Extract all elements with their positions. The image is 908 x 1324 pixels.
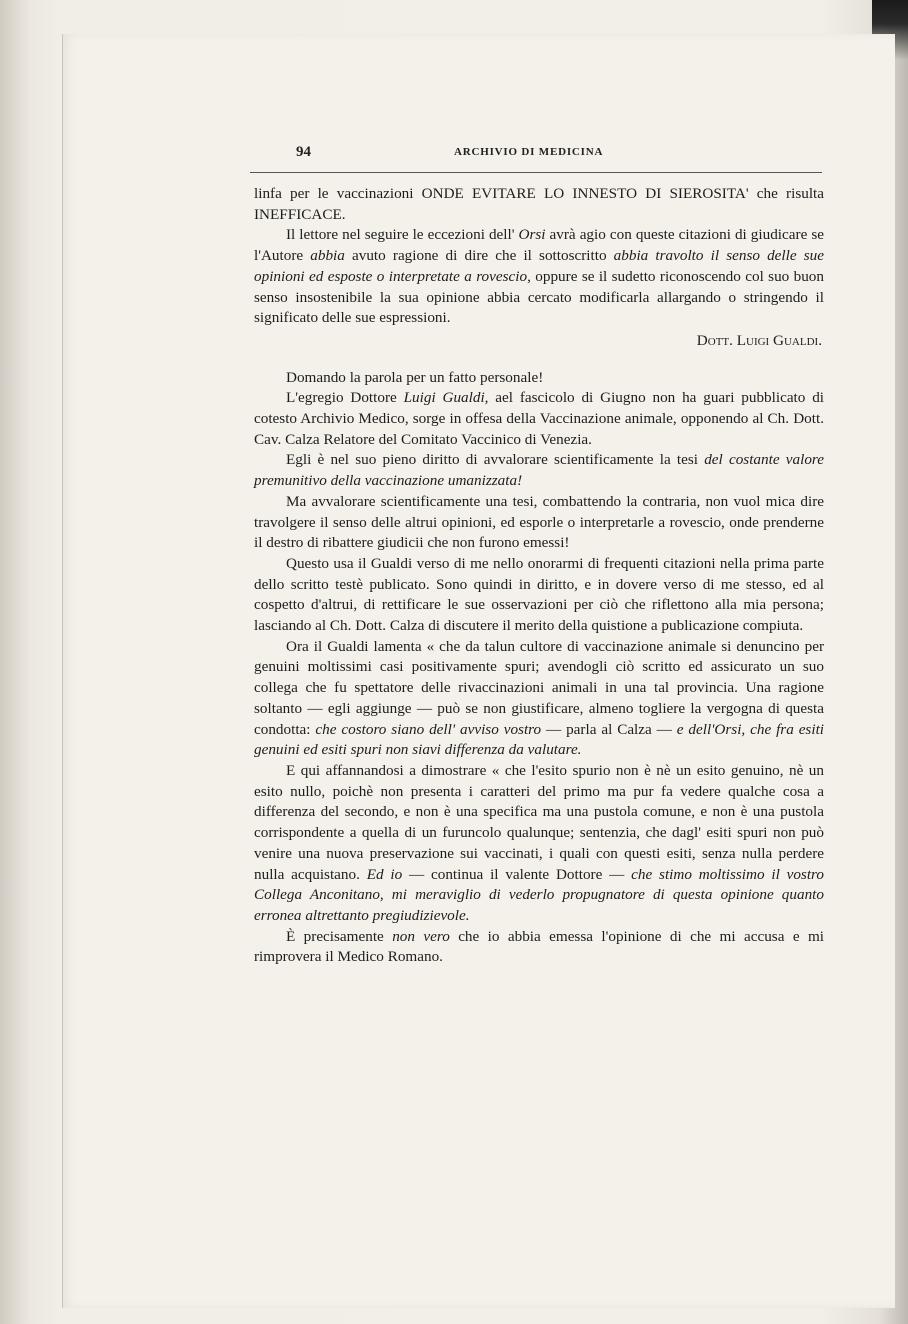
paragraph: Il lettore nel seguire le eccezioni dell' Orsi avrà agio con queste citazioni di giudicare se l'Autore abbia avuto ragione di dire che il sottoscritto abbia travolto il senso delle sue opinioni ed esposte o interpretate a rovescio, oppure se il sudetto riconoscendo col suo buon senso insostenibile la sua opinione abbia cercato modificarla allargando o stringendo il significato delle sue espressioni. <box>254 226 824 327</box>
signature: Dott. Luigi Gualdi. <box>696 331 822 349</box>
paragraph: Domando la parola per un fatto personale! <box>286 368 544 386</box>
page-number: 94 <box>296 144 311 160</box>
paragraph: E qui affannandosi a dimostrare « che l'esito spurio non è nè un esito genuino, nè un esito nullo, poichè non presenta i caratteri del primo ma pur fa vedere qualche cosa a differenza del secondo, e non è una specifica ma una pustola comune, e non è una pustola corrispondente a quella di un furuncolo qualunque; sentenzia, che dagl' esiti spuri non può venire una nuova preservazione sui vaccinati, i quali con questi esiti, senza nulla perdere nulla acquistano. Ed io — continua il valente Dottore — che stimo moltissimo il vostro Collega Anconitano, mi meraviglio di vederlo propugnatore di questa opinione quanto erronea altrettanto pregiudizievole. <box>254 761 825 924</box>
paragraph-gap <box>254 352 824 368</box>
paragraph: Egli è nel suo pieno diritto di avvalorare scientificamente la tesi del costante valore premunitivo della vaccinazione umanizzata! <box>254 451 824 490</box>
article-body <box>254 184 824 968</box>
paragraph: Ora il Gualdi lamenta « che da talun cultore di vaccinazione animale si denuncino per genuini moltissimi casi positivamente spuri; avendogli ciò scritto ed assicurato un suo collega che fu spettatore delle rivaccinazioni animali in una tal provincia. Una ragione soltanto — egli aggiunge — può se non giustificare, almeno togliere la vergogna di questa condotta: che costoro siano dell' avviso vostro — parla al Calza — e dell'Orsi, che fra esiti genuini ed esiti spuri non siavi differenza da valutare. <box>254 637 825 759</box>
paragraph: linfa per le vaccinazioni ONDE EVITARE LO INNESTO DI SIEROSITA' che risulta INEFFICACE. <box>254 185 824 223</box>
page-header <box>296 144 816 164</box>
paragraph: L'egregio Dottore Luigi Gualdi, ael fascicolo di Giugno non ha guari pubblicato di cotesto Archivio Medico, sorge in offesa della Vaccinazione animale, opponendo al Ch. Dott. Cav. Calza Relatore del Comitato Vaccinico di Venezia. <box>254 389 825 448</box>
paragraph: Questo usa il Gualdi verso di me nello onorarmi di frequenti citazioni nella prima parte dello scritto testè publicato. Sono quindi in diritto, e in dovere verso di me stesso, ed al cospetto d'altrui, di rettificare le sue osservazioni per ciò che riflettono alla mia persona; lasciando al Ch. Dott. Calza di discutere il merito della quistione a publicazione compiuta. <box>254 554 824 635</box>
header-rule <box>250 172 822 173</box>
paragraph: È precisamente non vero che io abbia emessa l'opinione di che mi accusa e mi rimprovera il Medico Romano. <box>254 927 825 966</box>
running-title: ARCHIVIO DI MEDICINA <box>454 146 604 158</box>
paragraph: Ma avvalorare scientificamente una tesi, combattendo la contraria, non vuol mica dire travolgere il senso delle altrui opinioni, ed esporle o interpretarle a rovescio, onde prenderne il destro di ribattere giudicii che non furono emessi! <box>254 492 824 552</box>
